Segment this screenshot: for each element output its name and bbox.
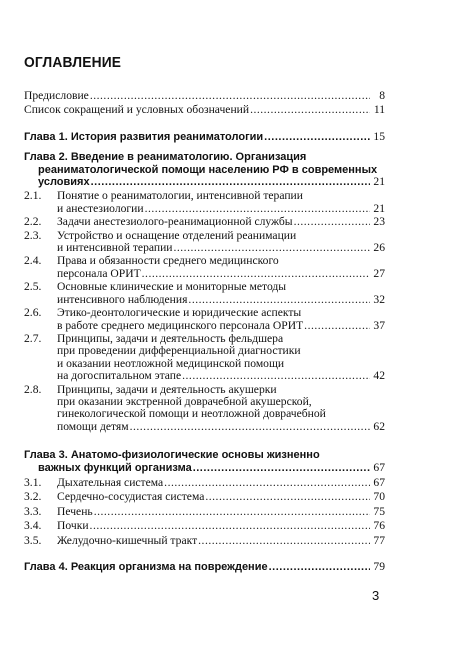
toc-entry[interactable]: [24, 230, 385, 255]
toc-entry-title-line: Задачи анестезиолого-реанимационной службы: [57, 215, 293, 229]
toc-entry-page: 21: [373, 201, 385, 215]
toc-entry-title-line: Глава 3. Анатомо-физиологические основы жизненно: [24, 449, 320, 462]
toc-entry-number: 3.5.: [24, 533, 42, 547]
toc-entry-page: 67: [373, 475, 385, 489]
toc-entry-page: 11: [373, 103, 385, 117]
toc-entry-title-line: Предисловие: [24, 89, 89, 102]
dot-leader: [145, 203, 370, 215]
toc-entry-title-line: при проведении дифференциальной диагностики: [57, 344, 301, 358]
toc-entry-number: 3.1.: [24, 475, 42, 489]
toc-entry-title-line: реаниматологической помощи населению РФ в современных: [38, 163, 378, 176]
dot-leader: [269, 561, 370, 573]
toc-entry[interactable]: [24, 255, 385, 280]
toc-entry-title-line: персонала ОРИТ: [57, 266, 141, 280]
toc-entry[interactable]: [24, 520, 385, 532]
toc-entry-title-line: Понятие о реаниматологии, интенсивной терапии: [57, 189, 303, 203]
toc-entry-page: 26: [373, 241, 385, 255]
toc-entry-title-line: Права и обязанности среднего медицинского: [57, 254, 279, 268]
toc-entry-title-line: помощи детям: [57, 419, 129, 433]
toc-entry-title-line: Дыхательная система: [57, 475, 164, 489]
toc-entry-page: 62: [373, 419, 385, 433]
toc-entry-number: 2.2.: [24, 215, 42, 229]
toc-entry-page: 21: [373, 175, 385, 189]
toc-entry-number: 2.4.: [24, 254, 42, 268]
dot-leader: [91, 176, 370, 188]
dot-leader: [198, 535, 370, 547]
toc-entry[interactable]: [24, 506, 385, 518]
toc-entry[interactable]: [24, 491, 385, 503]
page-number: 3: [372, 588, 380, 603]
dot-leader: [142, 268, 370, 280]
toc-entry[interactable]: [24, 104, 385, 116]
dot-leader: [90, 520, 370, 532]
toc-entry-number: 2.7.: [24, 331, 42, 345]
toc-entry-page: 15: [373, 129, 385, 143]
toc-entry-title-line: Принципы, задачи и деятельность фельдшера: [57, 331, 284, 345]
toc-entry[interactable]: [24, 477, 385, 489]
toc-entry-title-line: Глава 2. Введение в реаниматологию. Организация: [24, 151, 307, 164]
dot-leader: [205, 491, 370, 503]
toc-entry-title-line: условиях: [38, 176, 90, 189]
toc-entry[interactable]: [24, 307, 385, 332]
toc-entry-page: 37: [373, 318, 385, 332]
toc-entry-title-line: и оказании неотложной медицинской помощи: [57, 356, 285, 370]
toc-entry-number: 2.3.: [24, 228, 42, 242]
toc-entry-title-line: интенсивного наблюдения: [57, 292, 188, 306]
toc-entry-title-line: при оказании экстренной доврачебной акушерской,: [57, 394, 312, 408]
dot-leader: [94, 506, 370, 518]
toc-entry-number: 2.8.: [24, 382, 42, 396]
toc-entry-number: 3.2.: [24, 490, 42, 504]
toc-entry-title-line: Основные клинические и мониторные методы: [57, 280, 287, 294]
toc-entry[interactable]: [24, 449, 385, 474]
toc-entry[interactable]: [24, 333, 385, 383]
toc-entry[interactable]: [24, 151, 385, 188]
toc-entry-page: 8: [379, 89, 385, 102]
dot-leader: [182, 370, 370, 382]
toc-entry-title-line: Устройство и оснащение отделений реанимации: [57, 228, 297, 242]
toc-entry-title-line: и анестезиологии: [57, 201, 144, 215]
toc-entry-title-line: Почки: [57, 519, 89, 533]
toc-entry-page: 77: [373, 533, 385, 547]
toc-entry[interactable]: [24, 535, 385, 547]
toc-entry-page: 79: [373, 560, 385, 573]
toc-entry-page: 42: [373, 369, 385, 383]
toc-entry[interactable]: [24, 90, 385, 102]
toc-entry-title-line: важных функций организма: [38, 461, 192, 474]
toc-entry-title-line: в работе среднего медицинского персонала ОРИТ: [57, 318, 304, 332]
toc-entry-page: 75: [373, 504, 385, 518]
table-of-contents: [24, 90, 385, 573]
dot-leader: [188, 294, 370, 306]
toc-entry-title-line: Желудочно-кишечный тракт: [57, 533, 198, 547]
dot-leader: [250, 104, 370, 116]
toc-entry-title-line: Глава 4. Реакция организма на повреждение: [24, 561, 268, 573]
toc-entry-title-line: Сердечно-сосудистая система: [57, 490, 205, 504]
toc-entry-page: 76: [373, 519, 385, 533]
dot-leader: [304, 320, 370, 332]
dot-leader: [264, 131, 370, 143]
toc-entry-page: 27: [373, 266, 385, 280]
toc-entry-title-line: Глава 1. История развития реаниматологии: [24, 130, 264, 143]
dot-leader: [164, 477, 370, 489]
toc-entry-page: 23: [373, 215, 385, 229]
toc-entry-page: 67: [373, 460, 385, 474]
toc-entry[interactable]: [24, 216, 385, 228]
dot-leader: [173, 242, 370, 254]
dot-leader: [130, 421, 370, 433]
toc-entry-title-line: Список сокращений и условных обозначений: [24, 103, 250, 117]
toc-entry-number: 2.6.: [24, 306, 42, 320]
toc-entry-title-line: и интенсивной терапии: [57, 241, 173, 255]
toc-entry-number: 3.4.: [24, 519, 42, 533]
dot-leader: [294, 216, 370, 228]
toc-entry-number: 2.5.: [24, 280, 42, 294]
toc-entry[interactable]: [24, 384, 385, 434]
toc-entry[interactable]: [24, 190, 385, 215]
toc-entry-number: 2.1.: [24, 189, 42, 203]
toc-heading: ОГЛАВЛЕНИЕ: [24, 55, 122, 71]
dot-leader: [193, 462, 370, 474]
toc-entry-page: 70: [373, 490, 385, 504]
dot-leader: [90, 90, 370, 102]
toc-entry-page: 32: [373, 292, 385, 306]
toc-entry-title-line: на догоспитальном этапе: [57, 369, 182, 383]
toc-entry-title-line: Печень: [57, 504, 93, 518]
toc-entry-title-line: Принципы, задачи и деятельность акушерки: [57, 382, 277, 396]
toc-entry[interactable]: [24, 281, 385, 306]
toc-entry[interactable]: [24, 131, 385, 143]
toc-entry-title-line: Этико-деонтологические и юридические аспекты: [57, 306, 302, 320]
toc-entry-title-line: гинекологической помощи и неотложной доврачебной: [57, 407, 326, 421]
toc-entry-number: 3.3.: [24, 504, 42, 518]
toc-entry[interactable]: [24, 561, 385, 573]
